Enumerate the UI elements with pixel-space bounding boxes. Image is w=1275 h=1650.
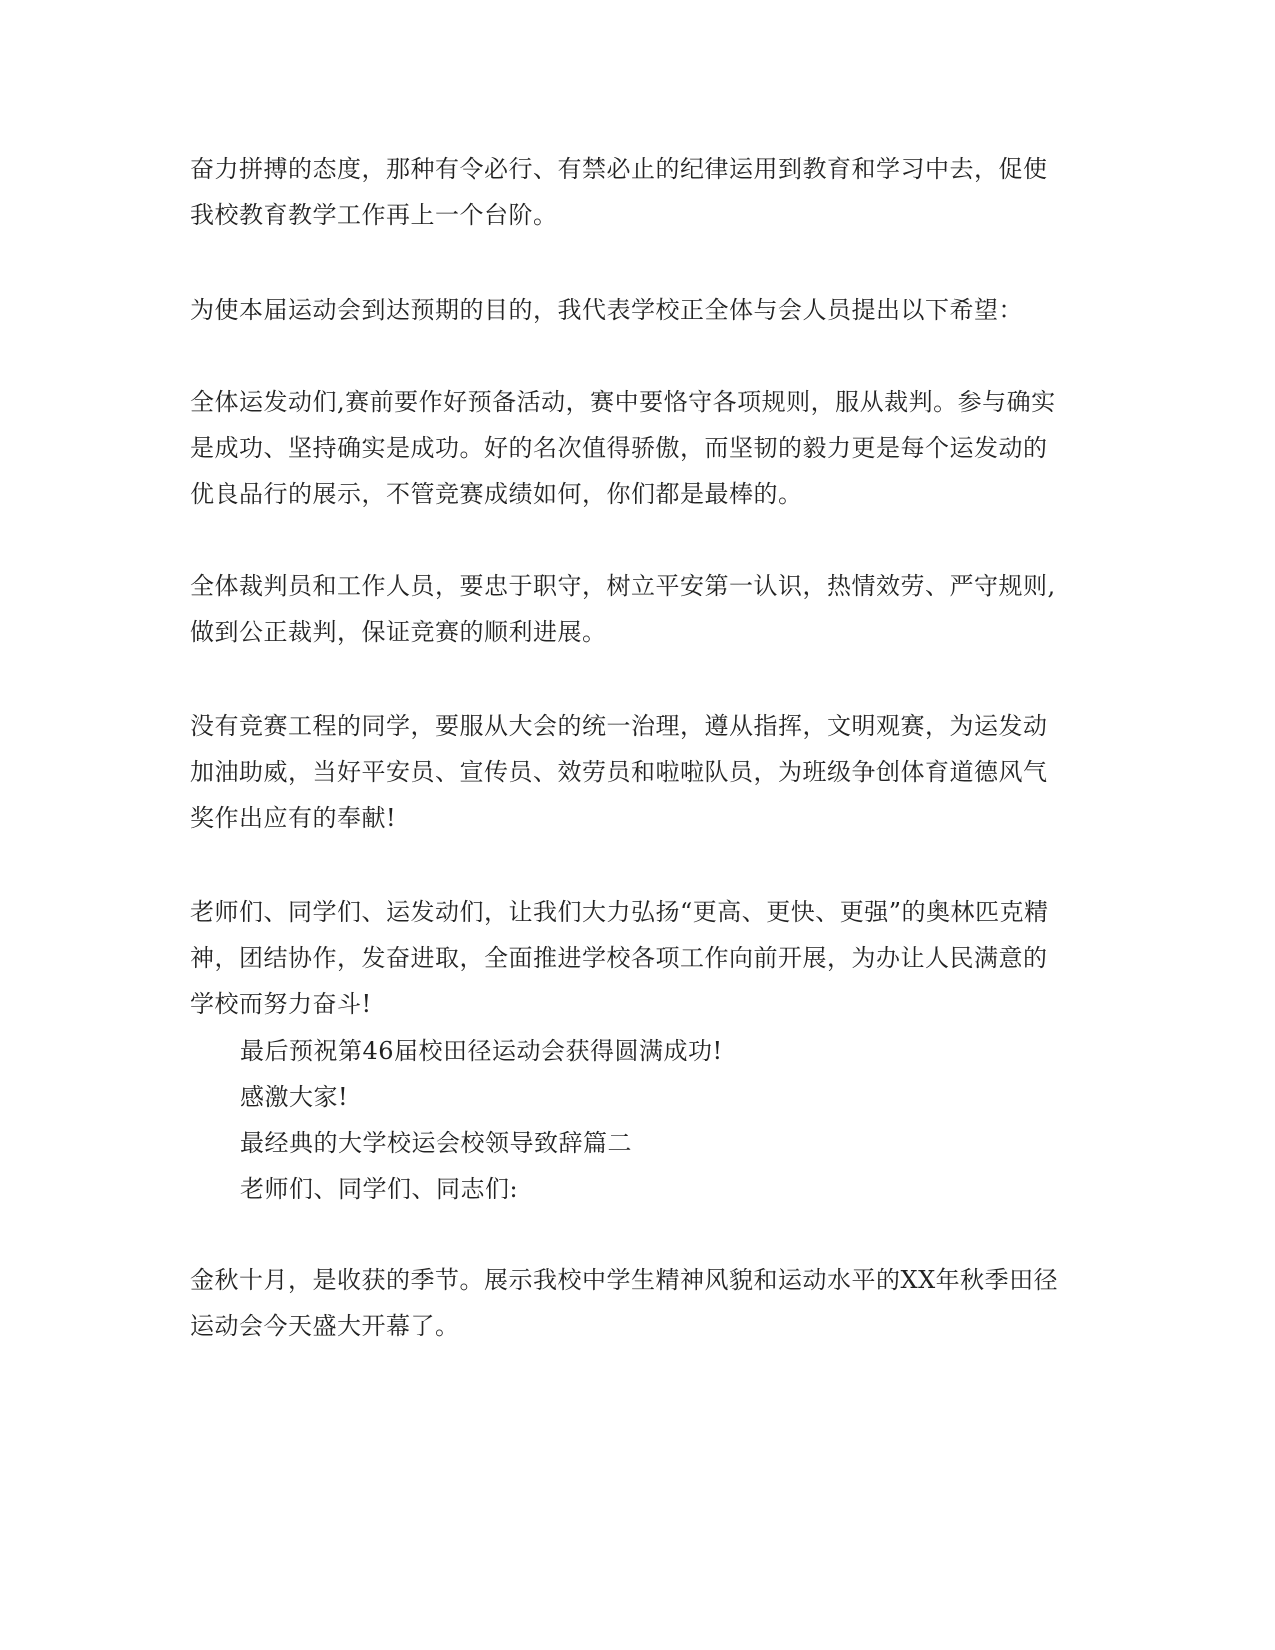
text-line: 奖作出应有的奉献!: [190, 804, 397, 832]
text-line: 老师们、同学们、运发动们，让我们大力弘扬“更高、更快、更强”的奥林匹克精: [190, 898, 1049, 926]
text-line: 金秋十月，是收获的季节。展示我校中学生精神风貌和运动水平的XX年秋季田径: [190, 1266, 1059, 1294]
text-line: 神，团结协作，发奋进取，全面推进学校各项工作向前开展，为办让人民满意的: [190, 944, 1048, 972]
text-line: 老师们、同学们、同志们:: [240, 1175, 519, 1203]
text-line: 奋力拼搏的态度，那种有令必行、有禁必止的纪律运用到教育和学习中去，促使: [190, 155, 1048, 183]
text-line: 运动会今天盛大开幕了。: [190, 1312, 460, 1340]
text-line: 我校教育教学工作再上一个台阶。: [190, 201, 558, 229]
text-line: 是成功、坚持确实是成功。好的名次值得骄傲，而坚韧的毅力更是每个运发动的: [190, 434, 1048, 462]
text-line: 为使本届运动会到达预期的目的，我代表学校正全体与会人员提出以下希望：: [190, 296, 1023, 324]
text-line: 加油助威，当好平安员、宣传员、效劳员和啦啦队员，为班级争创体育道德风气: [190, 758, 1048, 786]
text-line: 最后预祝第46届校田径运动会获得圆满成功!: [240, 1037, 723, 1065]
text-line: 最经典的大学校运会校领导致辞篇二: [240, 1129, 632, 1157]
text-line: 优良品行的展示，不管竞赛成绩如何，你们都是最棒的。: [190, 480, 803, 508]
text-line: 感激大家!: [240, 1083, 349, 1111]
text-line: 全体裁判员和工作人员，要忠于职守，树立平安第一认识，热情效劳、严守规则,: [190, 572, 1056, 600]
text-line: 没有竞赛工程的同学，要服从大会的统一治理，遵从指挥，文明观赛，为运发动: [190, 712, 1048, 740]
text-line: 学校而努力奋斗!: [190, 990, 372, 1018]
text-line: 全体运发动们,赛前要作好预备活动，赛中要恪守各项规则，服从裁判。参与确实: [190, 388, 1056, 416]
text-line: 做到公正裁判，保证竞赛的顺利进展。: [190, 618, 607, 646]
